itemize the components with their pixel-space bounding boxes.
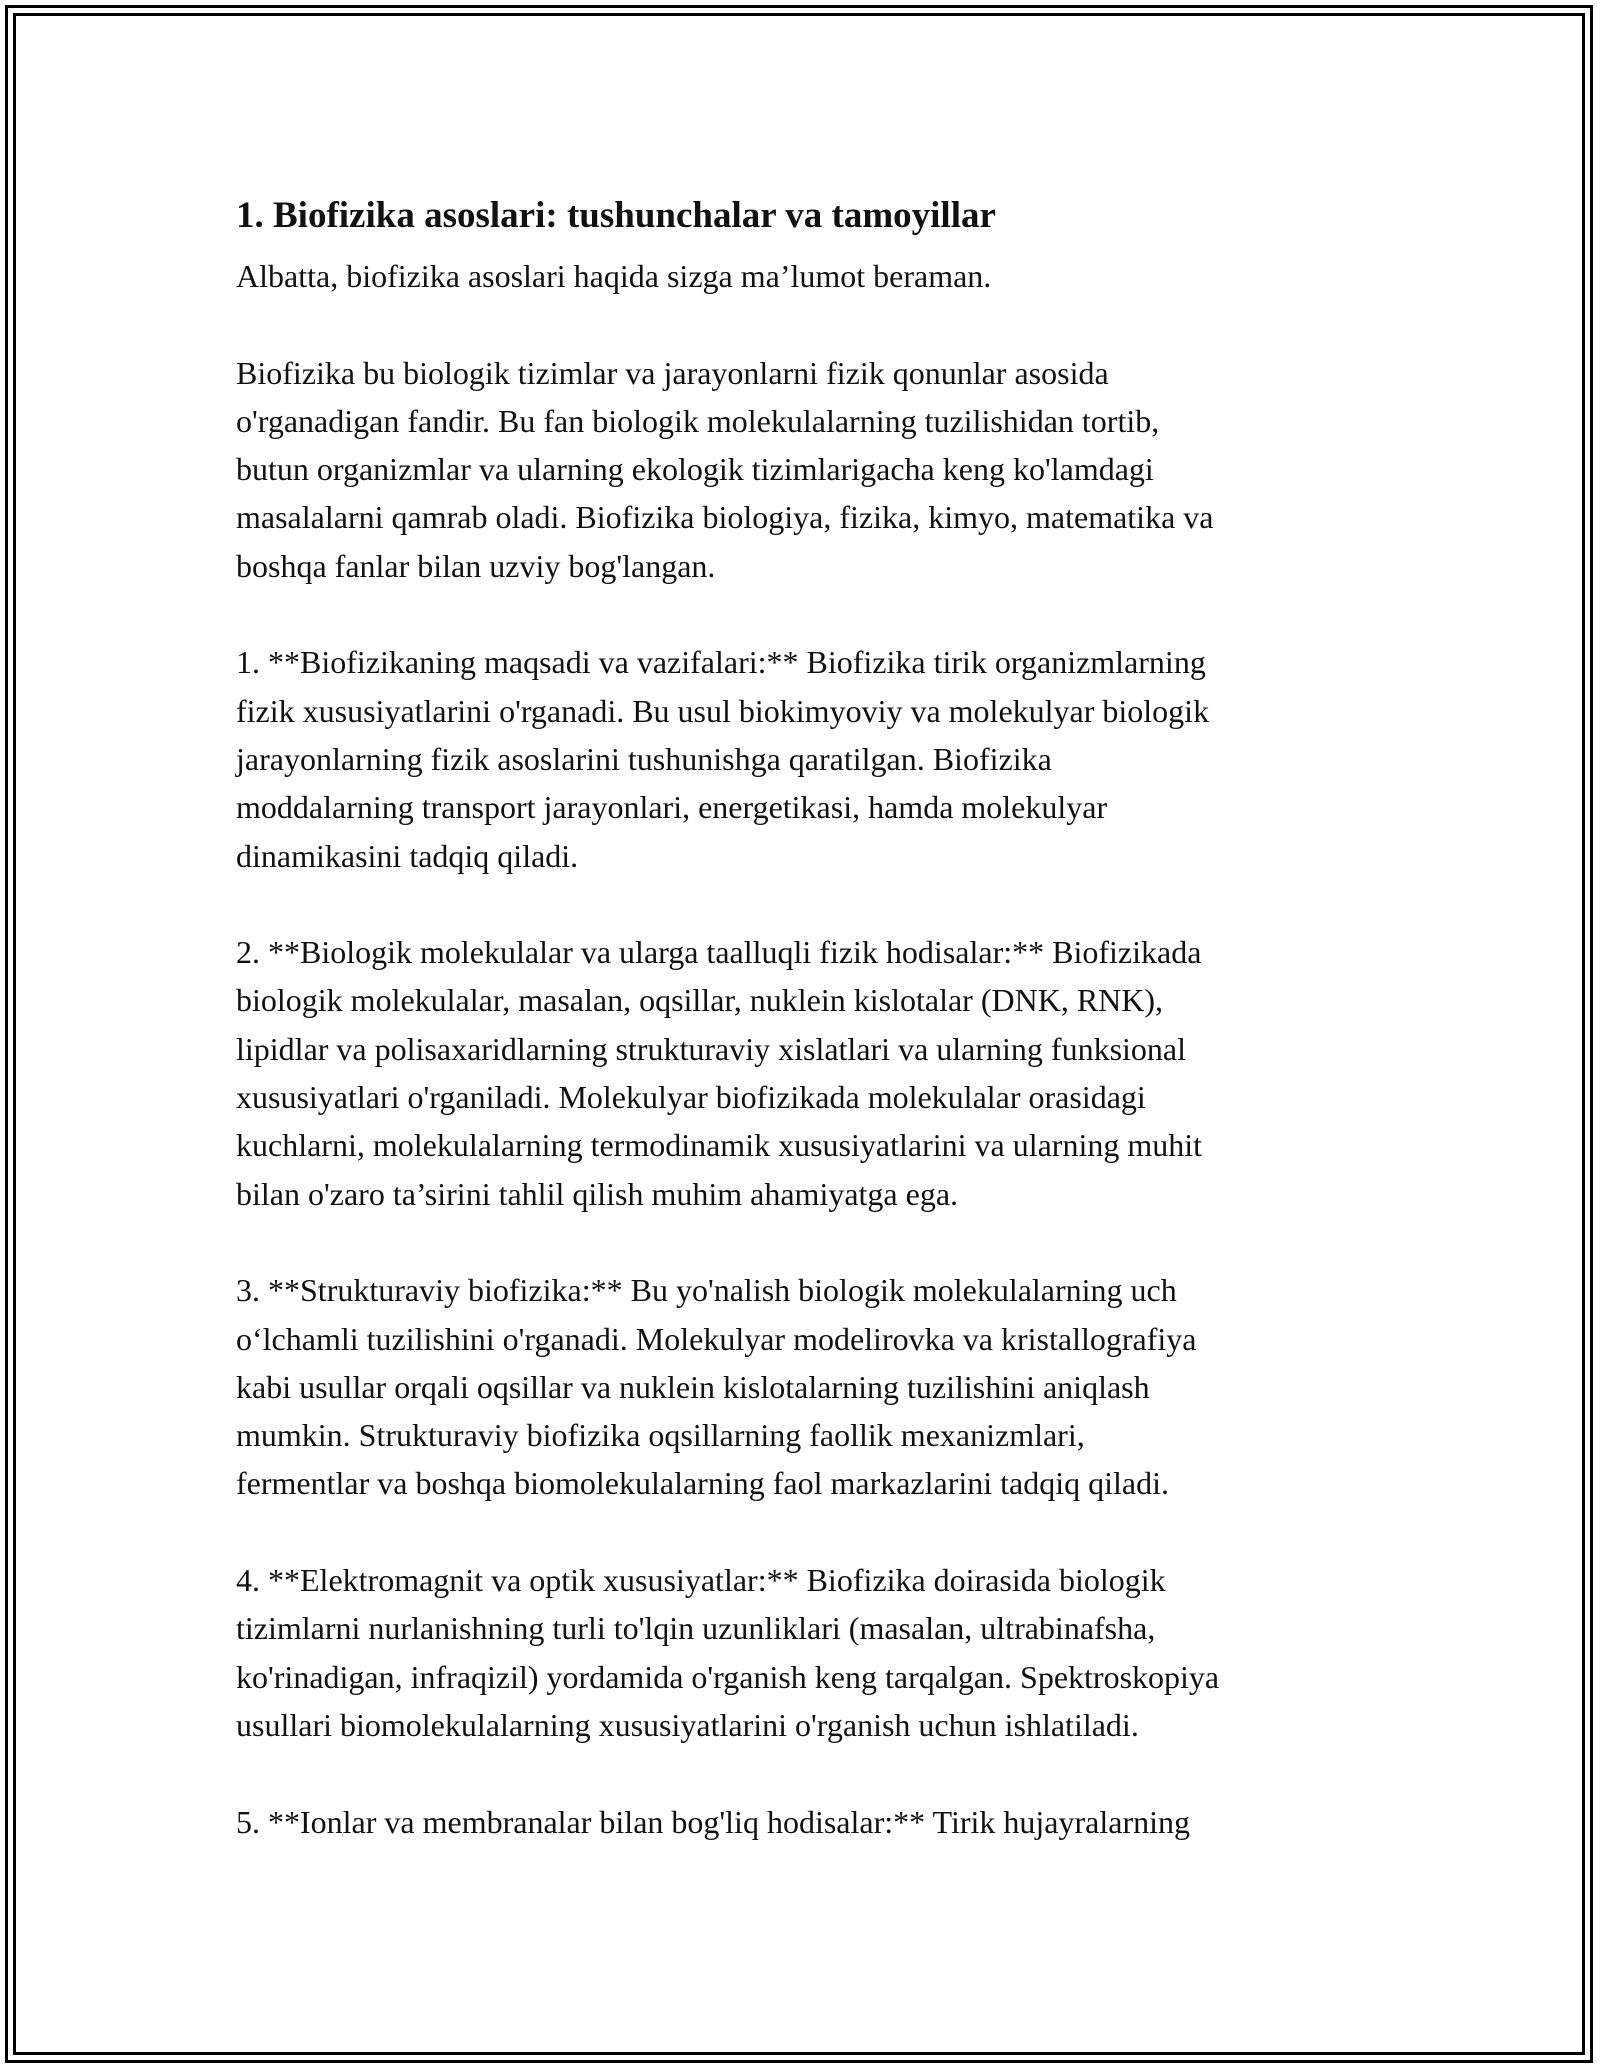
document-title: 1. Biofizika asoslari: tushunchalar va tamoyillar	[236, 195, 996, 236]
text-line: boshqa fanlar bilan uzviy bog'langan.	[236, 547, 716, 584]
document-body	[236, 180, 1376, 1894]
list-item-3	[236, 1266, 1376, 1507]
text-line: butun organizmlar va ularning ekologik tizimlarigacha keng ko'lamdagi	[236, 451, 1154, 488]
text-line: mumkin. Strukturaviy biofizika oqsillarning faollik mexanizmlari,	[236, 1417, 1085, 1454]
list-item-2	[236, 928, 1376, 1218]
text-line: xususiyatlari o'rganiladi. Molekulyar biofizikada molekulalar orasidagi	[236, 1079, 1146, 1116]
text-line: fizik xususiyatlarini o'rganadi. Bu usul biokimyoviy va molekulyar biologik	[236, 692, 1210, 729]
list-item-1	[236, 638, 1376, 879]
text-line: dinamikasini tadqiq qiladi.	[236, 837, 579, 874]
definition-paragraph	[236, 349, 1376, 590]
text-line: Biofizika bu biologik tizimlar va jarayonlarni fizik qonunlar asosida	[236, 354, 1109, 391]
text-line: moddalarning transport jarayonlari, energetikasi, hamda molekulyar	[236, 789, 1108, 826]
text-line: kuchlarni, molekulalarning termodinamik xususiyatlarini va ularning muhit	[236, 1127, 1203, 1164]
text-line: bilan o'zaro ta’sirini tahlil qilish muhim ahamiyatga ega.	[236, 1175, 959, 1212]
text-line: 5. **Ionlar va membranalar bilan bog'liq hodisalar:** Tirik hujayralarning	[236, 1803, 1190, 1840]
text-line: kabi usullar orqali oqsillar va nuklein kislotalarning tuzilishini aniqlash	[236, 1368, 1150, 1405]
text-line: masalalarni qamrab oladi. Biofizika biologiya, fizika, kimyo, matematika va	[236, 499, 1214, 536]
text-line: tizimlarni nurlanishning turli to'lqin uzunliklari (masalan, ultrabinafsha,	[236, 1610, 1156, 1647]
text-line: usullari biomolekulalarning xususiyatlarini o'rganish uchun ishlatiladi.	[236, 1706, 1139, 1743]
text-line: 2. **Biologik molekulalar va ularga taalluqli fizik hodisalar:** Biofizikada	[236, 934, 1202, 971]
intro-paragraph	[236, 252, 1376, 300]
text-line: 3. **Strukturaviy biofizika:** Bu yo'nalish biologik molekulalarning uch	[236, 1272, 1177, 1309]
text-line: 1. **Biofizikaning maqsadi va vazifalari:** Biofizika tirik organizmlarning	[236, 644, 1206, 681]
text-line: lipidlar va polisaxaridlarning strukturaviy xislatlari va ularning funksional	[236, 1030, 1186, 1067]
text-line: jarayonlarning fizik asoslarini tushunishga qaratilgan. Biofizika	[236, 740, 1052, 777]
text-line: Albatta, biofizika asoslari haqida sizga ma’lumot beraman.	[236, 258, 992, 294]
text-line: 4. **Elektromagnit va optik xususiyatlar:** Biofizika doirasida biologik	[236, 1562, 1166, 1599]
text-line: o'rganadigan fandir. Bu fan biologik molekulalarning tuzilishidan tortib,	[236, 402, 1160, 439]
text-line: biologik molekulalar, masalan, oqsillar, nuklein kislotalar (DNK, RNK),	[236, 982, 1164, 1019]
text-line: o‘lchamli tuzilishini o'rganadi. Molekulyar modelirovka va kristallografiya	[236, 1320, 1197, 1357]
list-item-4	[236, 1556, 1376, 1749]
list-item-5	[236, 1798, 1376, 1846]
text-line: ko'rinadigan, infraqizil) yordamida o'rganish keng tarqalgan. Spektroskopiya	[236, 1658, 1220, 1695]
text-line: fermentlar va boshqa biomolekulalarning faol markazlarini tadqiq qiladi.	[236, 1465, 1170, 1502]
